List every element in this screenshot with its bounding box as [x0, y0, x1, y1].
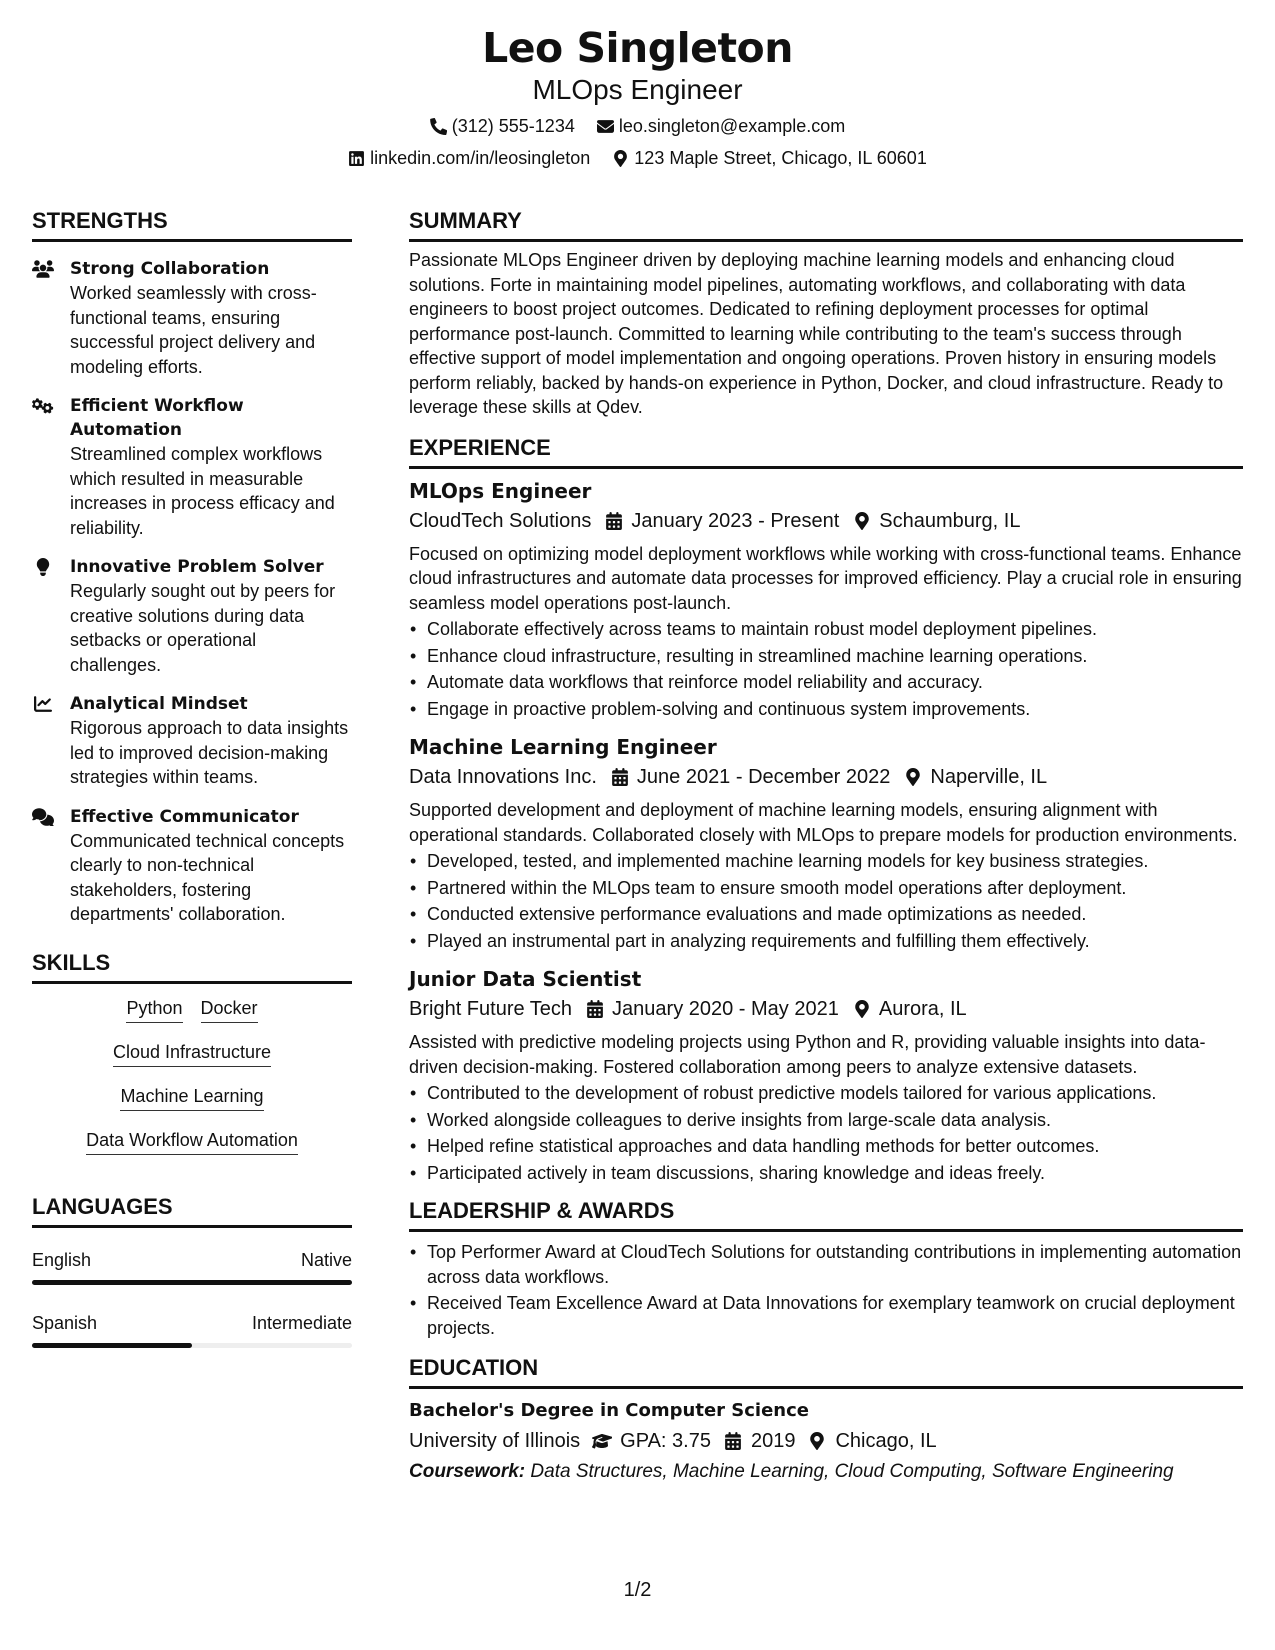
- graduation-cap-icon: [592, 1432, 612, 1450]
- map-marker-icon: [904, 768, 922, 786]
- calendar-icon: [586, 1000, 604, 1018]
- calendar-icon: [611, 768, 629, 786]
- strength-desc: Worked seamlessly with cross-functional teams, ensuring successful project delivery and modeling efforts.: [70, 283, 317, 377]
- chart-line-icon: [32, 695, 54, 713]
- skills-heading: SKILLS: [32, 949, 352, 984]
- language-item: [32, 1311, 352, 1335]
- job-dates: January 2020 - May 2021: [612, 998, 839, 1020]
- job-description: Focused on optimizing model deployment workflows while working with cross-functional teams. Enhance cloud infrastructures and automate data processes for improved efficiency. Play a crucial role in ensuring seamless model operations post-launch.: [409, 543, 1242, 613]
- strength-desc: Regularly sought out by peers for creative solutions during data setbacks or operational challenges.: [70, 581, 336, 675]
- job-title: MLOps Engineer: [409, 478, 592, 503]
- job-entry: [409, 965, 1243, 1185]
- strength-title: Strong Collaboration: [70, 259, 270, 279]
- map-marker-icon: [853, 1000, 871, 1018]
- left-column: [32, 207, 352, 1374]
- strength-title: Efficient Workflow Automation: [70, 396, 244, 440]
- language-name: English: [32, 1249, 92, 1270]
- job-bullet: • Engage in proactive problem-solving and continuous system improvements.: [409, 697, 1243, 722]
- map-marker-icon: [612, 150, 629, 167]
- job-bullets: [409, 617, 1243, 721]
- job-meta: [409, 507, 1243, 535]
- strength-title: Effective Communicator: [70, 806, 299, 827]
- job-meta: [409, 995, 1243, 1023]
- job-dates: June 2021 - December 2022: [636, 766, 891, 788]
- job-bullet: • Helped refine statistical approaches and data handling methods for better outcomes.: [409, 1134, 1243, 1159]
- phone-icon: [430, 118, 447, 135]
- job-bullet: • Enhance cloud infrastructure, resulting in streamlined machine learning operations.: [409, 644, 1243, 669]
- strength-item: [32, 692, 352, 790]
- education-location: Chicago, IL: [835, 1430, 937, 1452]
- job-entry: [409, 477, 1243, 722]
- skill-tag: Python: [126, 996, 182, 1023]
- language-level: Native: [300, 1249, 352, 1270]
- awards-list: [409, 1240, 1243, 1340]
- envelope-icon: [597, 118, 614, 135]
- calendar-icon: [605, 512, 623, 530]
- contact-row-1: [0, 115, 1275, 137]
- strength-desc: Streamlined complex workflows which resulted in measurable increases in process efficacy and reliability.: [70, 444, 335, 538]
- page-number: 1/2: [623, 1579, 652, 1601]
- phone-text: (312) 555-1234: [451, 116, 575, 136]
- school-name: University of Illinois: [409, 1430, 581, 1452]
- skill-tag: Docker: [201, 996, 258, 1023]
- job-bullet: • Developed, tested, and implemented machine learning models for key business strategies.: [409, 849, 1243, 874]
- strength-desc: Rigorous approach to data insights led to improved decision-making strategies within teams.: [70, 718, 349, 787]
- calendar-icon: [723, 1432, 743, 1450]
- leadership-heading: LEADERSHIP & AWARDS: [409, 1197, 1243, 1232]
- email-text: leo.singleton@example.com: [618, 116, 846, 136]
- language-name: Spanish: [32, 1312, 98, 1333]
- strength-item: [32, 555, 352, 677]
- job-bullet: • Participated actively in team discussions, sharing knowledge and ideas freely.: [409, 1161, 1243, 1186]
- skill-tag: Machine Learning: [120, 1084, 263, 1111]
- strengths-heading: STRENGTHS: [32, 207, 352, 242]
- strength-desc: Communicated technical concepts clearly to non-technical stakeholders, fostering departments' collaboration.: [70, 830, 345, 924]
- languages-heading: LANGUAGES: [32, 1193, 352, 1228]
- job-location: Schaumburg, IL: [879, 509, 1021, 532]
- address-contact: [612, 147, 927, 169]
- contact-row-2: [0, 147, 1275, 169]
- summary-heading: SUMMARY: [409, 207, 1243, 242]
- language-proficiency-fill: [32, 1343, 192, 1348]
- strength-item: [32, 805, 352, 927]
- strength-title: Innovative Problem Solver: [70, 557, 324, 577]
- language-level: Intermediate: [251, 1312, 352, 1333]
- job-location: Aurora, IL: [878, 998, 967, 1020]
- candidate-name: Leo Singleton: [482, 24, 793, 72]
- job-company: Bright Future Tech: [409, 998, 573, 1020]
- skills-list: [32, 996, 352, 1155]
- language-proficiency-bar: [32, 1343, 352, 1348]
- coursework-label: Coursework:: [409, 1461, 526, 1482]
- resume-header: [0, 22, 1275, 169]
- phone-contact[interactable]: [430, 115, 575, 137]
- comments-icon: [32, 808, 54, 826]
- job-title: Junior Data Scientist: [409, 967, 642, 991]
- linkedin-contact[interactable]: [348, 147, 590, 169]
- map-marker-icon: [853, 512, 871, 530]
- summary-text: Passionate MLOps Engineer driven by deploying machine learning models and enhancing cloud solutions. Forte in maintaining model pipelines, automating workflows, and collaborating with data engineers to boost project outcomes. Dedicated to refining deployment processes for optimal performance post-launch. Committed to learning while contributing to the team's success through effective support of model implementation and ongoing operations. Proven history in ensuring models perform reliably, backed by hands-on experience in Python, Docker, and cloud infrastructure. Ready to leverage these skills at Qdev.: [409, 250, 1224, 417]
- language-proficiency-fill: [32, 1280, 352, 1285]
- education-meta: [409, 1427, 1243, 1455]
- coursework-text: Data Structures, Machine Learning, Cloud Computing, Software Engineering: [530, 1461, 1174, 1482]
- job-company: Data Innovations Inc.: [409, 766, 597, 788]
- award-item: • Received Team Excellence Award at Data Innovations for exemplary teamwork on crucial deployment projects.: [409, 1291, 1243, 1340]
- job-bullet: • Contributed to the development of robust predictive models tailored for various applications.: [409, 1081, 1243, 1106]
- skill-tag: Data Workflow Automation: [86, 1128, 298, 1155]
- candidate-title: MLOps Engineer: [532, 74, 743, 105]
- job-bullet: • Played an instrumental part in analyzing requirements and fulfilling them effectively.: [409, 929, 1243, 954]
- job-bullet: • Conducted extensive performance evaluations and made optimizations as needed.: [409, 902, 1243, 927]
- job-description: Assisted with predictive modeling projects using Python and R, providing valuable insights into data-driven decision-making. Fostered collaboration among peers to analyze extensive datasets.: [409, 1032, 1206, 1077]
- language-item: [32, 1248, 352, 1272]
- job-bullet: • Collaborate effectively across teams to maintain robust model deployment pipelines.: [409, 617, 1243, 642]
- job-company: CloudTech Solutions: [409, 509, 592, 532]
- job-location: Naperville, IL: [930, 766, 1048, 788]
- job-bullet: • Automate data workflows that reinforce model reliability and accuracy.: [409, 670, 1243, 695]
- job-entry: [409, 733, 1243, 953]
- languages-list: [32, 1248, 352, 1348]
- job-bullet: • Partnered within the MLOps team to ensure smooth model operations after deployment.: [409, 876, 1243, 901]
- users-icon: [32, 260, 54, 278]
- language-proficiency-bar: [32, 1280, 352, 1285]
- award-item: • Top Performer Award at CloudTech Solutions for outstanding contributions in implementing automation across data workflows.: [409, 1240, 1243, 1289]
- education-heading: EDUCATION: [409, 1354, 1243, 1389]
- job-bullets: [409, 1081, 1243, 1185]
- linkedin-icon: [348, 150, 365, 167]
- map-marker-icon: [807, 1432, 827, 1450]
- linkedin-text: linkedin.com/in/leosingleton: [370, 148, 591, 168]
- strength-item: [32, 394, 352, 540]
- job-meta: [409, 763, 1243, 791]
- gpa: GPA: 3.75: [620, 1430, 711, 1452]
- skill-tag: Cloud Infrastructure: [113, 1040, 271, 1067]
- strength-title: Analytical Mindset: [70, 694, 248, 714]
- job-title: Machine Learning Engineer: [409, 735, 717, 759]
- lightbulb-icon: [32, 558, 54, 576]
- email-contact[interactable]: [597, 115, 845, 137]
- gears-icon: [32, 397, 54, 415]
- job-bullets: [409, 849, 1243, 953]
- job-description: Supported development and deployment of machine learning models, ensuring alignment with operational standards. Collaborated closely with MLOps to prepare models for production environments.: [409, 800, 1238, 845]
- right-column: [409, 207, 1243, 1486]
- graduation-year: 2019: [750, 1430, 796, 1452]
- degree-title: Bachelor's Degree in Computer Science: [409, 1400, 809, 1421]
- job-bullet: • Worked alongside colleagues to derive insights from large-scale data analysis.: [409, 1108, 1243, 1133]
- address-text: 123 Maple Street, Chicago, IL 60601: [634, 148, 927, 168]
- experience-heading: EXPERIENCE: [409, 434, 1243, 469]
- strength-item: [32, 257, 352, 379]
- job-dates: January 2023 - Present: [631, 509, 840, 532]
- coursework: [409, 1458, 1243, 1486]
